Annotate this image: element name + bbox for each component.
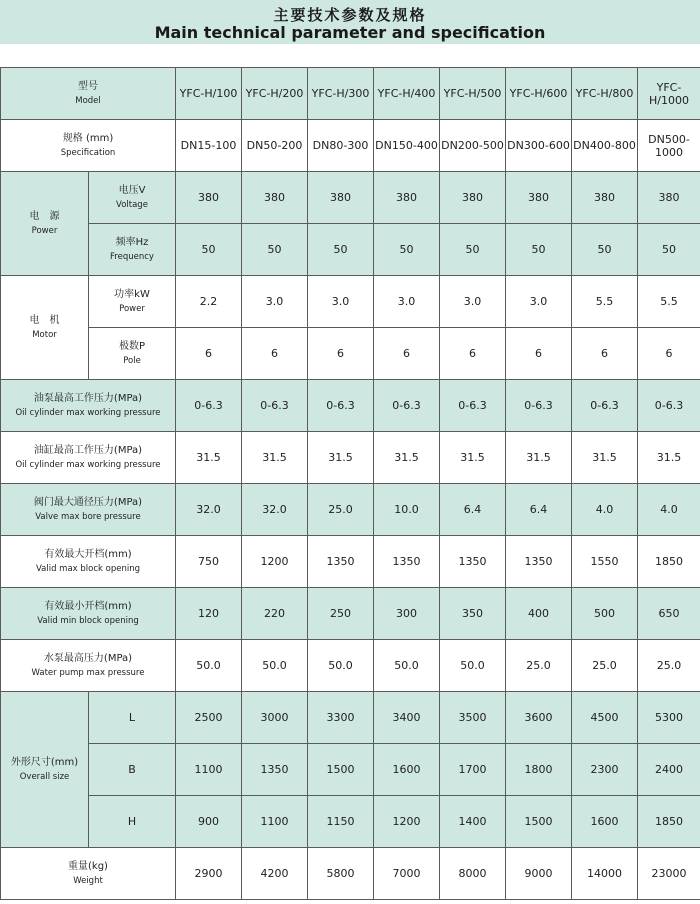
pole-cell: 6 — [440, 328, 506, 380]
row-model — [1, 68, 700, 120]
model-cell: YFC-H/500 — [440, 68, 506, 120]
row-specification — [1, 120, 700, 172]
water-pressure-cell: 50.0 — [308, 640, 374, 692]
size-L-cell: 3500 — [440, 692, 506, 744]
voltage-cell: 380 — [638, 172, 700, 224]
water-pressure-cell: 25.0 — [638, 640, 700, 692]
size-B-cell: 1350 — [242, 744, 308, 796]
valve-pressure-cell: 32.0 — [176, 484, 242, 536]
row-cylinder-pressure — [1, 432, 700, 484]
voltage-cell: 380 — [440, 172, 506, 224]
label-weight: 重量(kg) Weight — [1, 848, 176, 900]
model-cell: YFC-H/300 — [308, 68, 374, 120]
size-B-cell: 1600 — [374, 744, 440, 796]
size-L-cell: 2500 — [176, 692, 242, 744]
size-H-cell: 1400 — [440, 796, 506, 848]
model-cell: YFC-H/600 — [506, 68, 572, 120]
voltage-cell: 380 — [374, 172, 440, 224]
max-opening-cell: 1850 — [638, 536, 700, 588]
label-overall-size: 外形尺寸(mm) Overall size — [1, 692, 89, 848]
valve-pressure-cell: 10.0 — [374, 484, 440, 536]
model-cell: YFC-H/200 — [242, 68, 308, 120]
label-size-H: H — [89, 796, 176, 848]
water-pressure-cell: 50.0 — [176, 640, 242, 692]
size-H-cell: 1200 — [374, 796, 440, 848]
pump-pressure-cell: 0-6.3 — [440, 380, 506, 432]
pump-pressure-cell: 0-6.3 — [176, 380, 242, 432]
min-opening-cell: 350 — [440, 588, 506, 640]
max-opening-cell: 1200 — [242, 536, 308, 588]
min-opening-cell: 250 — [308, 588, 374, 640]
size-H-cell: 1850 — [638, 796, 700, 848]
size-H-cell: 1600 — [572, 796, 638, 848]
row-voltage — [1, 172, 700, 224]
min-opening-cell: 220 — [242, 588, 308, 640]
valve-pressure-cell: 4.0 — [638, 484, 700, 536]
row-frequency — [1, 224, 700, 276]
row-pump-pressure — [1, 380, 700, 432]
valve-pressure-cell: 6.4 — [440, 484, 506, 536]
label-water-pressure: 水泵最高压力(MPa) Water pump max pressure — [1, 640, 176, 692]
label-motor-power: 功率kW Power — [89, 276, 176, 328]
motor-power-cell: 2.2 — [176, 276, 242, 328]
row-max-opening — [1, 536, 700, 588]
row-motor-power — [1, 276, 700, 328]
motor-power-cell: 3.0 — [374, 276, 440, 328]
max-opening-cell: 1350 — [374, 536, 440, 588]
frequency-cell: 50 — [308, 224, 374, 276]
valve-pressure-cell: 4.0 — [572, 484, 638, 536]
water-pressure-cell: 50.0 — [242, 640, 308, 692]
spec-cell: DN80-300 — [308, 120, 374, 172]
water-pressure-cell: 25.0 — [506, 640, 572, 692]
pump-pressure-cell: 0-6.3 — [374, 380, 440, 432]
max-opening-cell: 750 — [176, 536, 242, 588]
max-opening-cell: 1350 — [308, 536, 374, 588]
label-size-L: L — [89, 692, 176, 744]
size-L-cell: 4500 — [572, 692, 638, 744]
pump-pressure-cell: 0-6.3 — [506, 380, 572, 432]
weight-cell: 9000 — [506, 848, 572, 900]
pole-cell: 6 — [374, 328, 440, 380]
max-opening-cell: 1550 — [572, 536, 638, 588]
min-opening-cell: 120 — [176, 588, 242, 640]
spec-table — [0, 67, 700, 900]
row-size-H — [1, 796, 700, 848]
motor-power-cell: 5.5 — [638, 276, 700, 328]
size-B-cell: 1500 — [308, 744, 374, 796]
size-H-cell: 1500 — [506, 796, 572, 848]
label-voltage: 电压V Voltage — [89, 172, 176, 224]
model-cell: YFC-H/1000 — [638, 68, 700, 120]
pump-pressure-cell: 0-6.3 — [572, 380, 638, 432]
weight-cell: 14000 — [572, 848, 638, 900]
size-L-cell: 3000 — [242, 692, 308, 744]
voltage-cell: 380 — [572, 172, 638, 224]
row-weight — [1, 848, 700, 900]
pump-pressure-cell: 0-6.3 — [308, 380, 374, 432]
size-L-cell: 3600 — [506, 692, 572, 744]
pole-cell: 6 — [242, 328, 308, 380]
weight-cell: 5800 — [308, 848, 374, 900]
label-valve-pressure: 阀门最大通径压力(MPa) Valve max bore pressure — [1, 484, 176, 536]
voltage-cell: 380 — [242, 172, 308, 224]
label-specification: 规格 (mm) Specification — [1, 120, 176, 172]
row-size-B — [1, 744, 700, 796]
max-opening-cell: 1350 — [506, 536, 572, 588]
cylinder-pressure-cell: 31.5 — [242, 432, 308, 484]
title-english: Main technical parameter and specification — [154, 23, 546, 42]
size-B-cell: 1100 — [176, 744, 242, 796]
voltage-cell: 380 — [176, 172, 242, 224]
cylinder-pressure-cell: 31.5 — [374, 432, 440, 484]
water-pressure-cell: 50.0 — [374, 640, 440, 692]
size-B-cell: 2400 — [638, 744, 700, 796]
label-pump-pressure: 油泵最高工作压力(MPa) Oil cylinder max working pressure — [1, 380, 176, 432]
min-opening-cell: 300 — [374, 588, 440, 640]
spec-cell: DN400-800 — [572, 120, 638, 172]
spec-cell: DN200-500 — [440, 120, 506, 172]
size-L-cell: 5300 — [638, 692, 700, 744]
pole-cell: 6 — [638, 328, 700, 380]
cylinder-pressure-cell: 31.5 — [176, 432, 242, 484]
frequency-cell: 50 — [440, 224, 506, 276]
row-pole — [1, 328, 700, 380]
model-cell: YFC-H/400 — [374, 68, 440, 120]
spec-cell: DN150-400 — [374, 120, 440, 172]
model-cell: YFC-H/100 — [176, 68, 242, 120]
pump-pressure-cell: 0-6.3 — [242, 380, 308, 432]
label-cylinder-pressure: 油缸最高工作压力(MPa) Oil cylinder max working pressure — [1, 432, 176, 484]
size-H-cell: 900 — [176, 796, 242, 848]
frequency-cell: 50 — [506, 224, 572, 276]
spec-cell: DN500-1000 — [638, 120, 700, 172]
size-H-cell: 1100 — [242, 796, 308, 848]
frequency-cell: 50 — [242, 224, 308, 276]
weight-cell: 23000 — [638, 848, 700, 900]
min-opening-cell: 400 — [506, 588, 572, 640]
valve-pressure-cell: 25.0 — [308, 484, 374, 536]
min-opening-cell: 500 — [572, 588, 638, 640]
pole-cell: 6 — [572, 328, 638, 380]
cylinder-pressure-cell: 31.5 — [638, 432, 700, 484]
motor-power-cell: 3.0 — [440, 276, 506, 328]
size-L-cell: 3400 — [374, 692, 440, 744]
water-pressure-cell: 50.0 — [440, 640, 506, 692]
cylinder-pressure-cell: 31.5 — [572, 432, 638, 484]
cylinder-pressure-cell: 31.5 — [506, 432, 572, 484]
label-pole: 极数P Pole — [89, 328, 176, 380]
max-opening-cell: 1350 — [440, 536, 506, 588]
spec-cell: DN15-100 — [176, 120, 242, 172]
row-min-opening — [1, 588, 700, 640]
row-valve-pressure — [1, 484, 700, 536]
label-min-opening: 有效最小开档(mm) Valid min block opening — [1, 588, 176, 640]
model-cell: YFC-H/800 — [572, 68, 638, 120]
size-H-cell: 1150 — [308, 796, 374, 848]
spec-cell: DN50-200 — [242, 120, 308, 172]
title-chinese: 主要技术参数及规格 — [273, 6, 427, 24]
weight-cell: 8000 — [440, 848, 506, 900]
label-max-opening: 有效最大开档(mm) Valid max block opening — [1, 536, 176, 588]
label-frequency: 频率Hz Frequency — [89, 224, 176, 276]
label-size-B: B — [89, 744, 176, 796]
pole-cell: 6 — [308, 328, 374, 380]
voltage-cell: 380 — [506, 172, 572, 224]
frequency-cell: 50 — [572, 224, 638, 276]
label-model: 型号 Model — [1, 68, 176, 120]
pole-cell: 6 — [506, 328, 572, 380]
label-power-group: 电 源 Power — [1, 172, 89, 276]
valve-pressure-cell: 6.4 — [506, 484, 572, 536]
motor-power-cell: 5.5 — [572, 276, 638, 328]
page-header — [0, 0, 700, 44]
valve-pressure-cell: 32.0 — [242, 484, 308, 536]
label-motor-group: 电 机 Motor — [1, 276, 89, 380]
cylinder-pressure-cell: 31.5 — [308, 432, 374, 484]
size-L-cell: 3300 — [308, 692, 374, 744]
size-B-cell: 1800 — [506, 744, 572, 796]
motor-power-cell: 3.0 — [308, 276, 374, 328]
motor-power-cell: 3.0 — [506, 276, 572, 328]
row-size-L — [1, 692, 700, 744]
weight-cell: 7000 — [374, 848, 440, 900]
frequency-cell: 50 — [638, 224, 700, 276]
frequency-cell: 50 — [176, 224, 242, 276]
weight-cell: 4200 — [242, 848, 308, 900]
motor-power-cell: 3.0 — [242, 276, 308, 328]
size-B-cell: 2300 — [572, 744, 638, 796]
row-water-pressure — [1, 640, 700, 692]
size-B-cell: 1700 — [440, 744, 506, 796]
water-pressure-cell: 25.0 — [572, 640, 638, 692]
cylinder-pressure-cell: 31.5 — [440, 432, 506, 484]
pole-cell: 6 — [176, 328, 242, 380]
min-opening-cell: 650 — [638, 588, 700, 640]
frequency-cell: 50 — [374, 224, 440, 276]
weight-cell: 2900 — [176, 848, 242, 900]
pump-pressure-cell: 0-6.3 — [638, 380, 700, 432]
spec-cell: DN300-600 — [506, 120, 572, 172]
voltage-cell: 380 — [308, 172, 374, 224]
